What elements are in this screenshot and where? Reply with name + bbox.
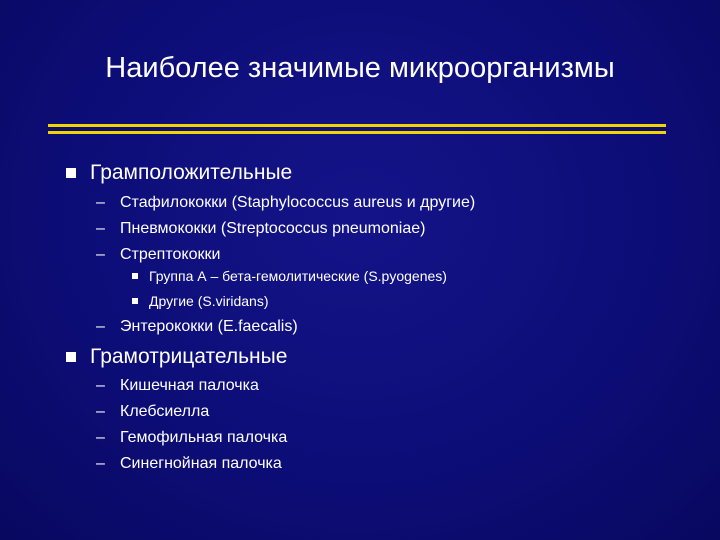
section-heading: Грамотрицательные bbox=[90, 345, 288, 368]
square-bullet-icon bbox=[66, 168, 76, 178]
sub-list-item-text: Группа А – бета-гемолитические (S.pyogenes) bbox=[149, 268, 447, 284]
dash-marker: – bbox=[96, 455, 105, 472]
slide-title: Наиболее значимые микроорганизмы bbox=[105, 52, 615, 84]
small-square-bullet-icon bbox=[132, 298, 138, 304]
dash-marker: – bbox=[96, 246, 105, 263]
dash-marker: – bbox=[96, 318, 105, 335]
list-item-text: Кишечная палочка bbox=[120, 377, 259, 394]
title-divider-top bbox=[48, 124, 666, 127]
small-square-bullet-icon bbox=[132, 273, 138, 279]
list-item-text: Стафилококки (Staphylococcus aureus и другие) bbox=[120, 194, 476, 211]
list-item-text: Гемофильная палочка bbox=[120, 429, 288, 446]
title-divider-bottom bbox=[48, 131, 666, 134]
list-item-text: Стрептококки bbox=[120, 246, 221, 263]
list-item-text: Синегнойная палочка bbox=[120, 455, 282, 472]
list-item-text: Энтерококки (E.faecalis) bbox=[120, 318, 298, 335]
dash-marker: – bbox=[96, 220, 105, 237]
dash-marker: – bbox=[96, 194, 105, 211]
list-item-text: Пневмококки (Streptococcus pneumoniae) bbox=[120, 220, 426, 237]
square-bullet-icon bbox=[66, 352, 76, 362]
section-heading: Грамположительные bbox=[90, 161, 293, 184]
list-item-text: Клебсиелла bbox=[120, 403, 210, 420]
dash-marker: – bbox=[96, 377, 105, 394]
sub-list-item-text: Другие (S.viridans) bbox=[149, 293, 269, 309]
dash-marker: – bbox=[96, 403, 105, 420]
dash-marker: – bbox=[96, 429, 105, 446]
